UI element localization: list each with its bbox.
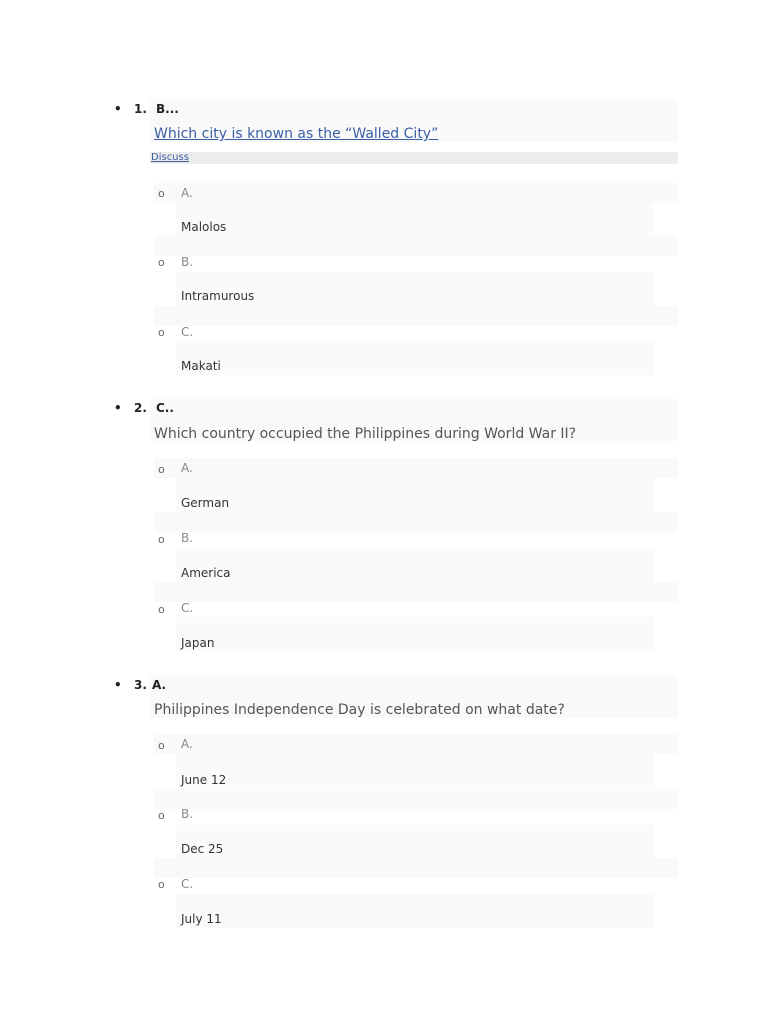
question-3-number: • 3. A. xyxy=(114,678,167,692)
option-box xyxy=(176,754,654,788)
bullet-icon: • xyxy=(114,401,122,415)
bullet-icon: • xyxy=(114,678,122,692)
question-2-text: Which country occupied the Philippines during World War II? xyxy=(154,426,577,442)
circle-bullet-icon: o xyxy=(158,603,165,616)
option-box xyxy=(176,548,654,582)
bullet-icon: • xyxy=(114,102,122,116)
option-box xyxy=(176,341,654,375)
question-1-number: • 1. B... xyxy=(114,102,179,116)
option-bar xyxy=(154,512,678,532)
option-box xyxy=(176,825,654,859)
option-text: Dec 25 xyxy=(181,842,224,856)
option-box xyxy=(176,203,654,237)
discuss-link[interactable]: Discuss xyxy=(151,152,189,163)
question-2-number: • 2. C.. xyxy=(114,401,174,415)
circle-bullet-icon: o xyxy=(158,739,165,752)
option-letter: B. xyxy=(181,807,194,821)
option-text: Intramurous xyxy=(181,289,255,303)
answer-key: C.. xyxy=(156,401,174,415)
circle-bullet-icon: o xyxy=(158,256,165,269)
circle-bullet-icon: o xyxy=(158,809,165,822)
answer-key: A. xyxy=(152,678,167,692)
option-letter: A. xyxy=(181,186,193,200)
option-letter: B. xyxy=(181,255,194,269)
answer-key: B... xyxy=(156,102,179,116)
discuss-bar xyxy=(150,152,678,164)
question-1-link[interactable]: Which city is known as the “Walled City” xyxy=(154,126,439,142)
option-letter: B. xyxy=(181,531,194,545)
option-bar xyxy=(154,236,678,256)
option-letter: A. xyxy=(181,737,193,751)
option-text: Malolos xyxy=(181,220,227,234)
option-bar xyxy=(154,458,678,478)
option-bar xyxy=(154,789,678,809)
option-bar xyxy=(154,734,678,754)
option-bar xyxy=(154,183,678,203)
option-text: Japan xyxy=(181,636,215,650)
option-letter: C. xyxy=(181,325,194,339)
question-3-text: Philippines Independence Day is celebrated on what date? xyxy=(154,702,565,718)
option-letter: C. xyxy=(181,877,194,891)
option-box xyxy=(176,478,654,512)
circle-bullet-icon: o xyxy=(158,463,165,476)
option-box xyxy=(176,617,654,651)
option-text: Makati xyxy=(181,359,221,373)
option-bar xyxy=(154,306,678,326)
circle-bullet-icon: o xyxy=(158,533,165,546)
option-text: German xyxy=(181,496,230,510)
option-letter: A. xyxy=(181,461,193,475)
option-text: June 12 xyxy=(181,773,227,787)
circle-bullet-icon: o xyxy=(158,326,165,339)
option-box xyxy=(176,894,654,928)
option-text: July 11 xyxy=(181,912,222,926)
option-bar xyxy=(154,858,678,878)
circle-bullet-icon: o xyxy=(158,187,165,200)
option-letter: C. xyxy=(181,601,194,615)
option-bar xyxy=(154,582,678,602)
option-text: America xyxy=(181,566,231,580)
circle-bullet-icon: o xyxy=(158,878,165,891)
